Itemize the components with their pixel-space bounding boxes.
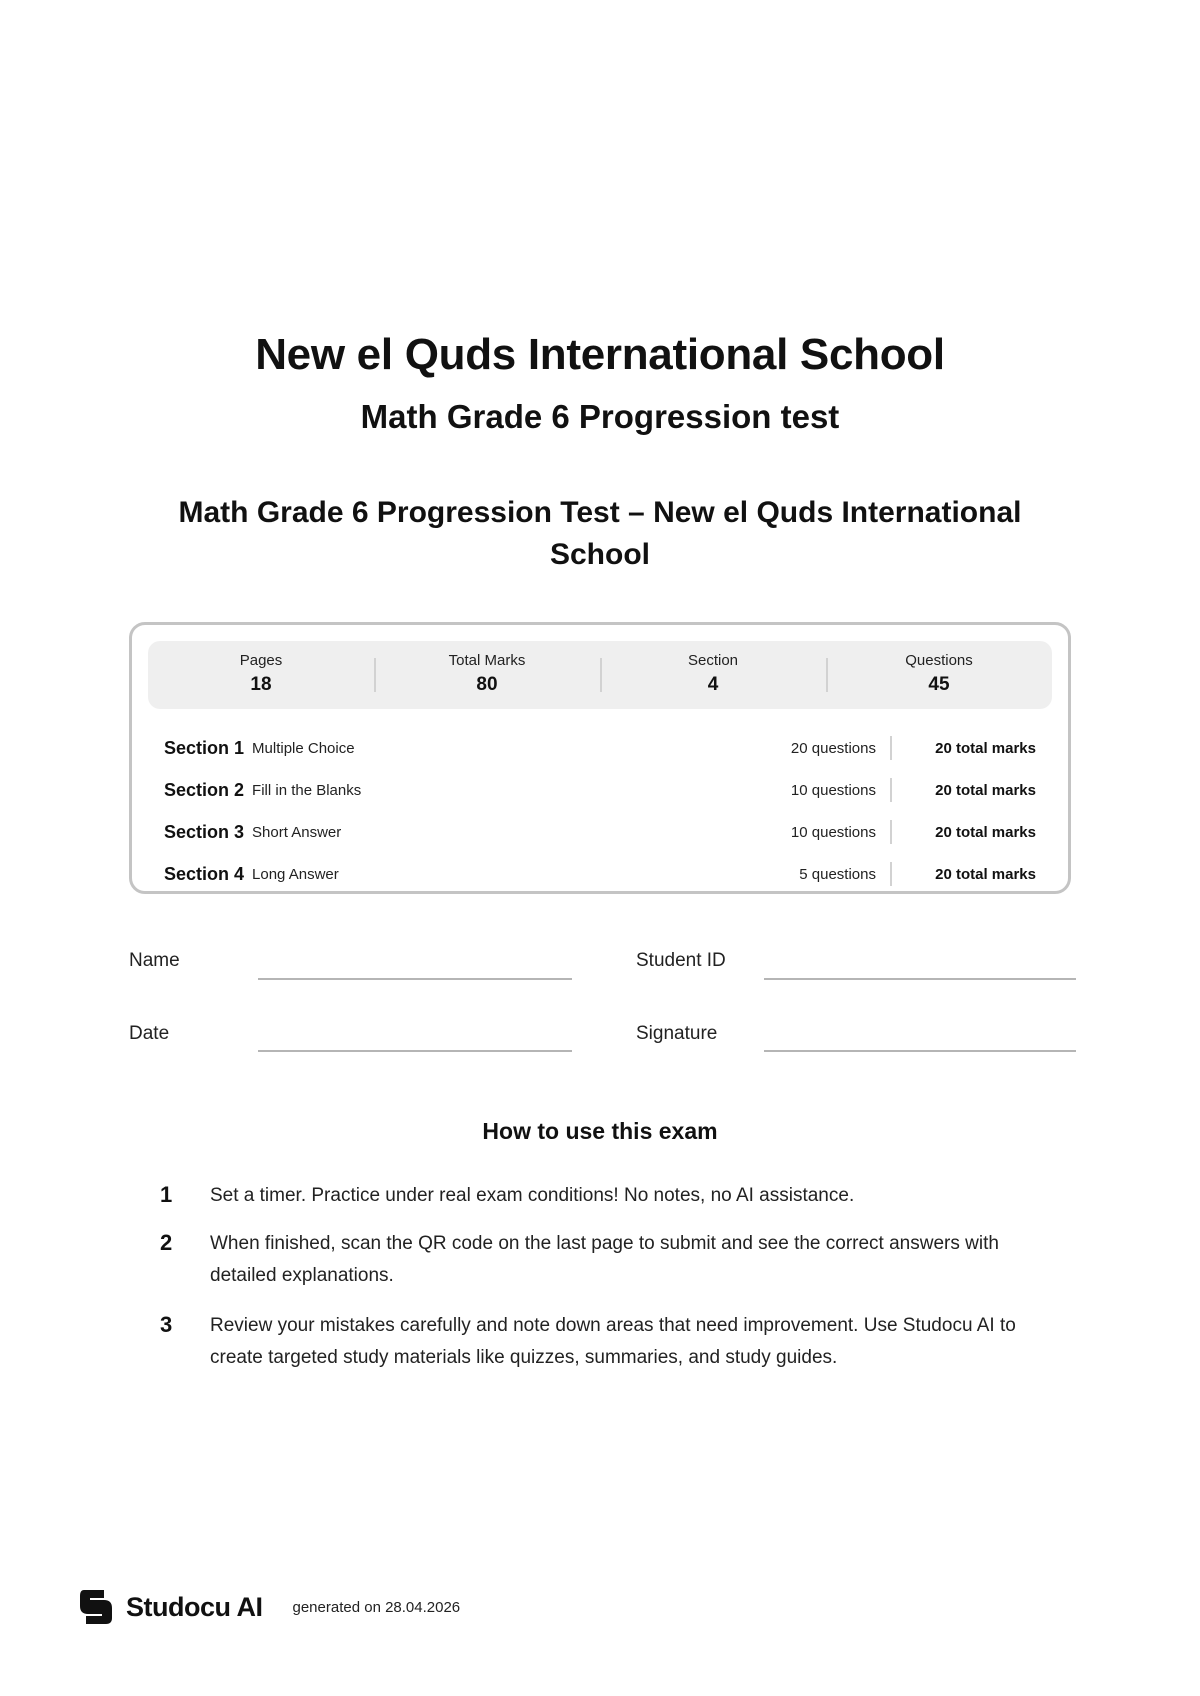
stat-label: Questions	[905, 652, 973, 669]
step-text: Review your mistakes carefully and note down areas that need improvement. Use Studocu AI to create targeted study materials like quizzes, summaries, and study guides.	[210, 1315, 1016, 1368]
divider	[890, 820, 892, 844]
section-questions: 10 questions	[790, 823, 876, 841]
date-label: Date	[129, 1023, 170, 1044]
generated-date: generated on 28.04.2026	[292, 1598, 461, 1616]
step-number: 3	[160, 1312, 173, 1337]
howto-step	[160, 1180, 1060, 1212]
stat-label: Total Marks	[448, 652, 526, 669]
section-row	[164, 727, 1036, 769]
section-row	[164, 853, 1036, 895]
section-name: Section 3	[164, 821, 245, 842]
stat-label: Pages	[239, 652, 283, 669]
section-marks: 20 total marks	[935, 739, 1036, 757]
exam-summary-card	[129, 622, 1071, 894]
step-number: 1	[160, 1182, 173, 1207]
section-type: Fill in the Blanks	[252, 781, 362, 799]
section-questions: 10 questions	[790, 781, 876, 799]
stat-section	[600, 641, 826, 709]
divider	[890, 736, 892, 760]
divider	[890, 778, 892, 802]
step-text: When finished, scan the QR code on the last page to submit and see the correct answers with detailed explanations.	[210, 1233, 999, 1286]
date-field[interactable]	[258, 1050, 572, 1052]
stat-value: 45	[928, 674, 950, 695]
footer	[78, 1588, 460, 1626]
brand-name: Studocu AI	[126, 1591, 263, 1622]
section-questions: 5 questions	[799, 865, 876, 883]
stat-value: 80	[476, 674, 498, 695]
section-type: Short Answer	[252, 823, 342, 841]
stat-value: 4	[707, 674, 719, 695]
howto-title: How to use this exam	[482, 1118, 718, 1144]
name-label: Name	[129, 950, 180, 971]
section-name: Section 4	[164, 863, 245, 884]
section-row	[164, 811, 1036, 853]
howto-step	[160, 1228, 1060, 1292]
section-marks: 20 total marks	[935, 781, 1036, 799]
stats-bar	[148, 641, 1052, 709]
section-questions: 20 questions	[790, 739, 876, 757]
step-text: Set a timer. Practice under real exam conditions! No notes, no AI assistance.	[210, 1185, 855, 1206]
section-name: Section 2	[164, 779, 245, 800]
section-marks: 20 total marks	[935, 865, 1036, 883]
name-field[interactable]	[258, 978, 572, 980]
stat-pages	[148, 641, 374, 709]
studocu-logo-icon	[78, 1588, 114, 1626]
stat-value: 18	[250, 674, 272, 695]
section-type: Long Answer	[252, 865, 339, 883]
stat-questions	[826, 641, 1052, 709]
divider	[890, 862, 892, 886]
stat-label: Section	[687, 652, 739, 669]
section-list	[164, 727, 1036, 895]
document-heading: Math Grade 6 Progression Test – New el Quds International School	[178, 496, 1022, 571]
stat-total-marks	[374, 641, 600, 709]
school-title: New el Quds International School	[255, 330, 945, 379]
step-number: 2	[160, 1230, 173, 1255]
section-row	[164, 769, 1036, 811]
signature-field[interactable]	[764, 1050, 1076, 1052]
signature-label: Signature	[636, 1023, 718, 1044]
howto-step	[160, 1310, 1060, 1374]
exam-subtitle: Math Grade 6 Progression test	[360, 398, 840, 435]
section-name: Section 1	[164, 737, 245, 758]
student-id-label: Student ID	[636, 950, 726, 971]
section-type: Multiple Choice	[252, 739, 355, 757]
student-id-field[interactable]	[764, 978, 1076, 980]
section-marks: 20 total marks	[935, 823, 1036, 841]
